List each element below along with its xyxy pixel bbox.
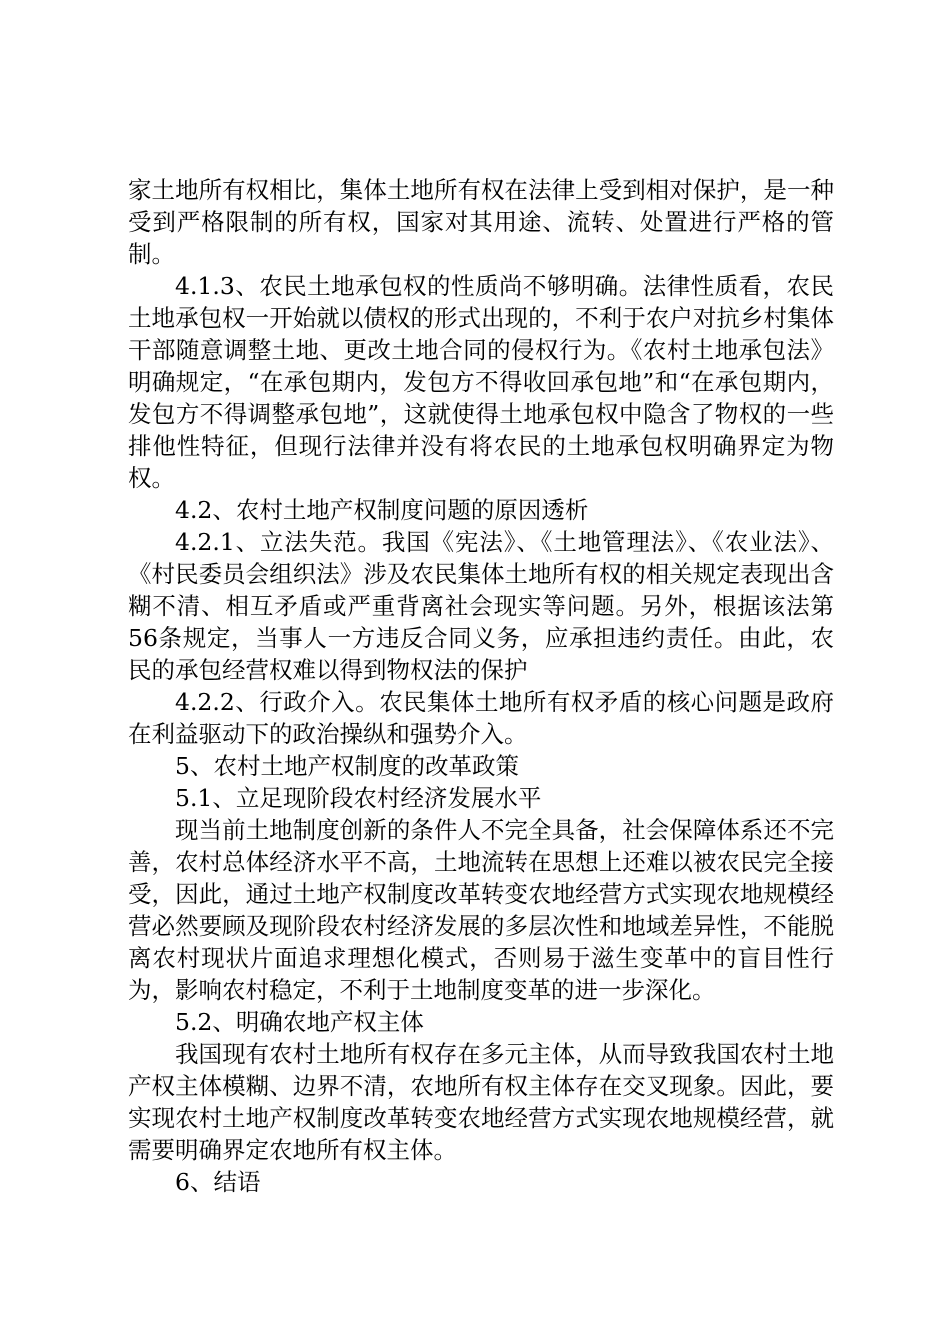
heading-6: 6、结语 <box>175 1168 261 1196</box>
heading-5-1: 5.1、立足现阶段农村经济发展水平 <box>175 784 542 812</box>
paragraph-continuation: 家土地所有权相比，集体土地所有权在法律上受到相对保护，是一种受到严格限制的所有权，国家对其用途、流转、处置进行严格的管制。 <box>128 176 834 268</box>
paragraph-5-1-body: 现当前土地制度创新的条件人不完全具备，社会保障体系还不完善，农村总体经济水平不高，土地流转在思想上还难以被农民完全接受，因此，通过土地产权制度改革转变农地经营方式实现农地规模经营必然要顾及现阶段农村经济发展的多层次性和地域差异性，不能脱离农村现状片面追求理想化模式，否则易于滋生变革中的盲目性行为，影响农村稳定，不利于土地制度变革的进一步深化。 <box>128 816 834 1004</box>
heading-5: 5、农村土地产权制度的改革政策 <box>175 752 519 780</box>
paragraph-4-2-1: 4.2.1、立法失范。我国《宪法》、《土地管理法》、《农业法》、《村民委员会组织法》涉及农民集体土地所有权的相关规定表现出含糊不清、相互矛盾或严重背离社会现实等问题。另外，根据该法第56条规定，当事人一方违反合同义务，应承担违约责任。由此，农民的承包经营权难以得到物权法的保护 <box>128 528 834 684</box>
document-body <box>128 174 834 1198</box>
paragraph-4-1-3: 4.1.3、农民土地承包权的性质尚不够明确。法律性质看，农民土地承包权一开始就以债权的形式出现的，不利于农户对抗乡村集体干部随意调整土地、更改土地合同的侵权行为。《农村土地承包法》明确规定，“在承包期内，发包方不得收回承包地”和“在承包期内，发包方不得调整承包地”，这就使得土地承包权中隐含了物权的一些排他性特征，但现行法律并没有将农民的土地承包权明确界定为物权。 <box>128 272 834 492</box>
heading-4-2: 4.2、农村土地产权制度问题的原因透析 <box>175 496 589 524</box>
paragraph-5-2-body: 我国现有农村土地所有权存在多元主体，从而导致我国农村土地产权主体模糊、边界不清，农地所有权主体存在交叉现象。因此，要实现农村土地产权制度改革转变农地经营方式实现农地规模经营，就需要明确界定农地所有权主体。 <box>128 1040 834 1164</box>
heading-5-2: 5.2、明确农地产权主体 <box>175 1008 424 1036</box>
paragraph-4-2-2: 4.2.2、行政介入。农民集体土地所有权矛盾的核心问题是政府在利益驱动下的政治操纵和强势介入。 <box>128 688 834 748</box>
